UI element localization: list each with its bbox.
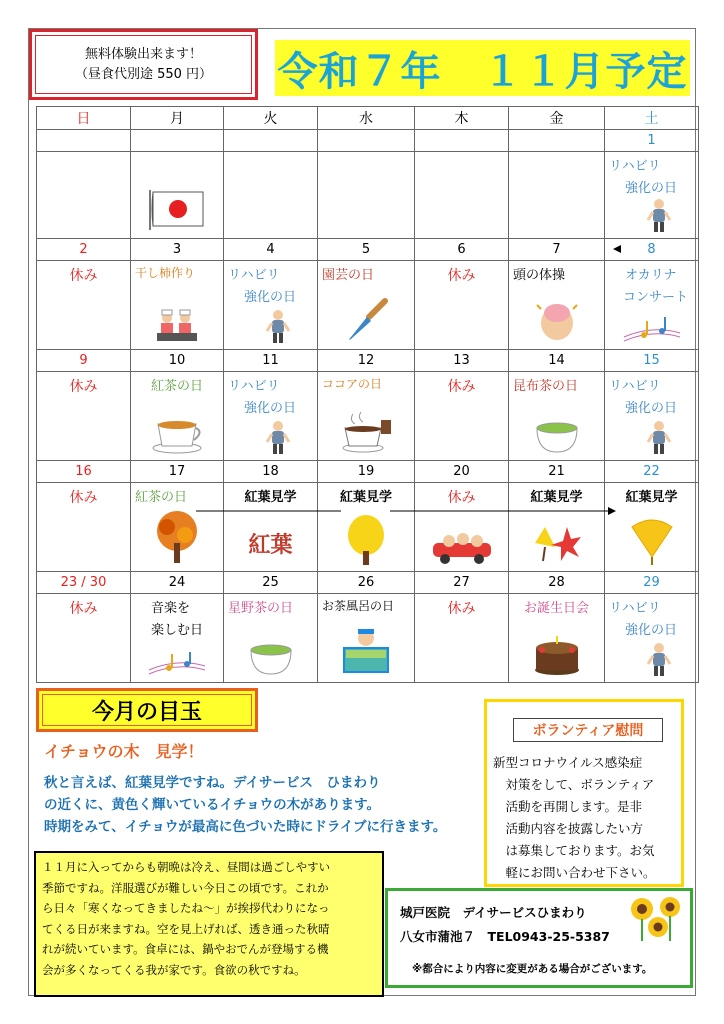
date-cell-nov-10: 10 xyxy=(131,350,224,372)
event-cell xyxy=(131,483,224,572)
volunteer-line: 新型コロナウイルス感染症 xyxy=(493,755,643,770)
date-cell-nov-19: 19 xyxy=(318,461,415,483)
rest-label: 休み xyxy=(69,490,98,506)
rehab-label-2: 強化の日 xyxy=(244,290,297,305)
volunteer-line: 活動内容を披露したい方 xyxy=(493,821,644,836)
date-cell xyxy=(318,130,415,152)
feature-heading: 今月の目玉 xyxy=(36,688,258,732)
event-row xyxy=(37,483,699,572)
date-cell xyxy=(37,130,131,152)
memo-line: 会が多くなってくる我が家です。食欲の秋ですね。 xyxy=(42,962,306,977)
feature-line: 秋と言えば、紅葉見学ですね。デイサービス ひまわり xyxy=(44,775,381,791)
cooking-people-icon xyxy=(155,309,199,343)
rehab-label-2: 強化の日 xyxy=(625,623,678,638)
ongaku-label-2: 楽しむ日 xyxy=(151,623,204,638)
rehab-label-2: 強化の日 xyxy=(625,401,678,416)
elderly-man-exercise-icon xyxy=(265,420,291,456)
clinic-name: 城戸医院 デイサービスひまわり xyxy=(400,905,587,920)
birthday-label: お誕生日会 xyxy=(523,601,589,616)
date-cell-nov-8: 8 xyxy=(605,239,699,261)
volunteer-box xyxy=(484,699,684,887)
memo-line: ら日々「寒くなってきましたね～」が挨拶代わりになっ xyxy=(42,901,330,915)
weekday-sun: 日 xyxy=(37,107,131,130)
koyo-label: 紅葉見学 xyxy=(530,490,583,505)
weekday-fri: 金 xyxy=(509,107,605,130)
date-cell-nov-12: 12 xyxy=(318,350,415,372)
feature-subtitle: イチョウの木 見学！ xyxy=(44,742,204,761)
event-row xyxy=(37,261,699,350)
date-cell-nov-18: 18 xyxy=(224,461,318,483)
event-cell xyxy=(224,261,318,350)
atama-label: 頭の体操 xyxy=(513,268,566,283)
date-cell-nov-14: 14 xyxy=(509,350,605,372)
hoshigaki-label: 干し柿作り xyxy=(135,266,196,280)
date-cell xyxy=(415,130,509,152)
elderly-man-exercise-icon xyxy=(646,198,672,234)
volunteer-line: 軽にお問い合わせ下さい。 xyxy=(493,865,656,880)
autumn-tree-icon xyxy=(153,509,201,565)
clinic-address-phone: 八女市蒲池７ TEL0943-25-5387 xyxy=(400,929,610,944)
rehab-label-1: リハビリ xyxy=(228,379,280,394)
event-row xyxy=(37,594,699,683)
free-trial-line2: （昼食代別途 550 円） xyxy=(74,66,213,82)
rehab-label-2: 強化の日 xyxy=(244,401,297,416)
date-row xyxy=(37,239,699,261)
date-cell-nov-26: 26 xyxy=(318,572,415,594)
event-cell xyxy=(415,483,509,572)
koyo-label: 紅葉見学 xyxy=(244,490,297,505)
weekday-mon: 月 xyxy=(131,107,224,130)
event-cell xyxy=(224,483,318,572)
event-cell xyxy=(318,372,415,461)
volunteer-line: は募集しております。お気 xyxy=(493,843,655,858)
hoshino-label: 星野茶の日 xyxy=(228,601,294,616)
rest-label: 休み xyxy=(447,601,476,617)
event-cell xyxy=(131,594,224,683)
date-row xyxy=(37,350,699,372)
cocoa-label: ココアの日 xyxy=(322,377,383,391)
ginkgo-tree-icon xyxy=(344,513,388,565)
event-cell xyxy=(318,594,415,683)
date-cell-nov-15: 15 xyxy=(605,350,699,372)
green-tea-cup-icon xyxy=(247,642,295,676)
tea-cup-icon xyxy=(150,414,204,454)
event-cell xyxy=(131,372,224,461)
arrow-mark-icon xyxy=(611,244,623,254)
weekday-wed: 水 xyxy=(318,107,415,130)
koyo-arrow-icon xyxy=(196,506,616,518)
event-cell xyxy=(509,152,605,239)
date-cell-nov-4: 4 xyxy=(224,239,318,261)
event-cell xyxy=(605,483,699,572)
event-cell xyxy=(37,483,131,572)
date-cell-nov-22: 22 xyxy=(605,461,699,483)
feature-description xyxy=(44,772,446,838)
elderly-man-exercise-icon xyxy=(646,642,672,678)
rest-label: 休み xyxy=(69,268,98,284)
date-cell xyxy=(131,130,224,152)
event-cell xyxy=(37,594,131,683)
date-cell-nov-3: 3 xyxy=(131,239,224,261)
brain-head-icon xyxy=(535,299,579,343)
free-trial-box xyxy=(29,29,258,100)
weekday-tue: 火 xyxy=(224,107,318,130)
event-cell xyxy=(37,152,131,239)
date-cell-nov-21: 21 xyxy=(509,461,605,483)
rehab-label-2: 強化の日 xyxy=(625,181,678,196)
free-trial-line1: 無料体験出来ます！ xyxy=(84,46,202,62)
sunflower-icon xyxy=(628,895,688,943)
date-cell-nov-28: 28 xyxy=(509,572,605,594)
volunteer-text xyxy=(493,752,683,884)
rest-label: 休み xyxy=(447,379,476,395)
event-cell xyxy=(509,372,605,461)
volunteer-line: 活動を再開します。是非 xyxy=(493,799,643,814)
date-cell-nov-6: 6 xyxy=(415,239,509,261)
memo-line: れが続いています。食卓には、鍋やおでんが登場する機 xyxy=(42,942,329,956)
elderly-man-exercise-icon xyxy=(646,420,672,456)
date-cell-nov-27: 27 xyxy=(415,572,509,594)
green-tea-cup-icon xyxy=(533,420,581,454)
car-drive-icon xyxy=(429,529,495,565)
page-title: 令和７年 １１月予定 xyxy=(275,40,690,96)
engei-label: 園芸の日 xyxy=(322,268,375,283)
date-cell-nov-11: 11 xyxy=(224,350,318,372)
ocarina-label-1: オカリナ xyxy=(625,268,677,283)
event-row xyxy=(37,372,699,461)
event-cell xyxy=(318,261,415,350)
garden-trowel-icon xyxy=(343,297,389,343)
date-cell-nov-29: 29 xyxy=(605,572,699,594)
event-cell xyxy=(415,594,509,683)
date-cell-nov-1: 1 xyxy=(605,130,699,152)
event-cell xyxy=(605,152,699,239)
ochaburo-label: お茶風呂の日 xyxy=(322,599,395,613)
date-cell-nov-17: 17 xyxy=(131,461,224,483)
memo-line: １１月に入ってからも朝晩は冷え、昼間は過ごしやすい xyxy=(42,860,331,874)
calendar-table xyxy=(36,106,699,683)
rest-label: 休み xyxy=(447,490,476,506)
date-cell xyxy=(509,130,605,152)
event-cell xyxy=(318,152,415,239)
date-cell-nov-5: 5 xyxy=(318,239,415,261)
event-cell xyxy=(37,261,131,350)
change-notice: ※都合により内容に変更がある場合がございます。 xyxy=(412,963,653,975)
event-cell xyxy=(131,152,224,239)
rehab-label-1: リハビリ xyxy=(609,601,661,616)
event-cell xyxy=(509,483,605,572)
ongaku-label-1: 音楽を xyxy=(151,601,191,616)
ginkgo-leaf-icon xyxy=(628,515,676,565)
event-cell xyxy=(224,152,318,239)
event-cell xyxy=(415,261,509,350)
memo-line: 季節ですね。洋服選びが難しい今日この頃です。これか xyxy=(42,880,329,895)
event-cell xyxy=(131,261,224,350)
event-cell xyxy=(415,152,509,239)
birthday-cake-icon xyxy=(532,630,582,676)
koyo-label: 紅葉見学 xyxy=(339,490,392,505)
kocha-label: 紅茶の日 xyxy=(151,379,204,394)
weekday-sat: 土 xyxy=(605,107,699,130)
event-cell xyxy=(509,594,605,683)
rest-label: 休み xyxy=(69,601,98,617)
date-cell-nov-24: 24 xyxy=(131,572,224,594)
event-cell xyxy=(37,372,131,461)
kocha-label: 紅茶の日 xyxy=(135,490,188,505)
cocoa-cup-icon xyxy=(339,410,393,454)
rehab-label-1: リハビリ xyxy=(228,268,280,283)
date-cell-nov-25: 25 xyxy=(224,572,318,594)
feature-line: の近くに、黄色く輝いているイチョウの木があります。 xyxy=(44,797,381,813)
elderly-man-exercise-icon xyxy=(265,309,291,345)
event-cell xyxy=(605,594,699,683)
date-cell-nov-16: 16 xyxy=(37,461,131,483)
memo-line: てくる日が来ますね。空を見上げれば、透き通った秋晴 xyxy=(42,921,330,936)
volunteer-title: ボランティア慰問 xyxy=(513,718,663,742)
date-cell xyxy=(224,130,318,152)
event-cell xyxy=(605,372,699,461)
event-cell xyxy=(509,261,605,350)
date-row xyxy=(37,130,699,152)
date-cell-nov-20: 20 xyxy=(415,461,509,483)
rest-label: 休み xyxy=(69,379,98,395)
japan-flag-icon xyxy=(147,188,207,232)
date-cell-nov-13: 13 xyxy=(415,350,509,372)
koyo-label: 紅葉見学 xyxy=(625,490,678,505)
date-cell-nov-23-30: 23 / 30 xyxy=(37,572,131,594)
weekday-thu: 木 xyxy=(415,107,509,130)
weekday-header-row xyxy=(37,107,699,130)
event-cell xyxy=(224,372,318,461)
clinic-info-box xyxy=(385,888,693,988)
volunteer-line: 対策をして、ボランティア xyxy=(493,777,655,792)
event-cell xyxy=(605,261,699,350)
event-cell xyxy=(318,483,415,572)
date-cell-nov-2: 2 xyxy=(37,239,131,261)
event-cell xyxy=(415,372,509,461)
date-row xyxy=(37,461,699,483)
music-notes-icon xyxy=(147,650,207,678)
music-notes-icon xyxy=(622,315,682,345)
rehab-label-1: リハビリ xyxy=(609,159,661,174)
rest-label: 休み xyxy=(447,268,476,284)
date-cell-nov-9: 9 xyxy=(37,350,131,372)
date-cell-nov-7: 7 xyxy=(509,239,605,261)
ocarina-label-2: コンサート xyxy=(623,290,689,305)
tea-bath-icon xyxy=(338,626,394,676)
seasonal-memo xyxy=(34,851,384,997)
maple-ginkgo-leaves-icon xyxy=(531,521,583,565)
event-cell xyxy=(224,594,318,683)
koyo-sign-icon: 紅葉 xyxy=(248,533,293,558)
rehab-label-1: リハビリ xyxy=(609,379,661,394)
feature-line: 時期をみて、イチョウが最高に色づいた時にドライブに行きます。 xyxy=(44,819,447,835)
event-row xyxy=(37,152,699,239)
date-row xyxy=(37,572,699,594)
kobucha-label: 昆布茶の日 xyxy=(513,379,579,394)
